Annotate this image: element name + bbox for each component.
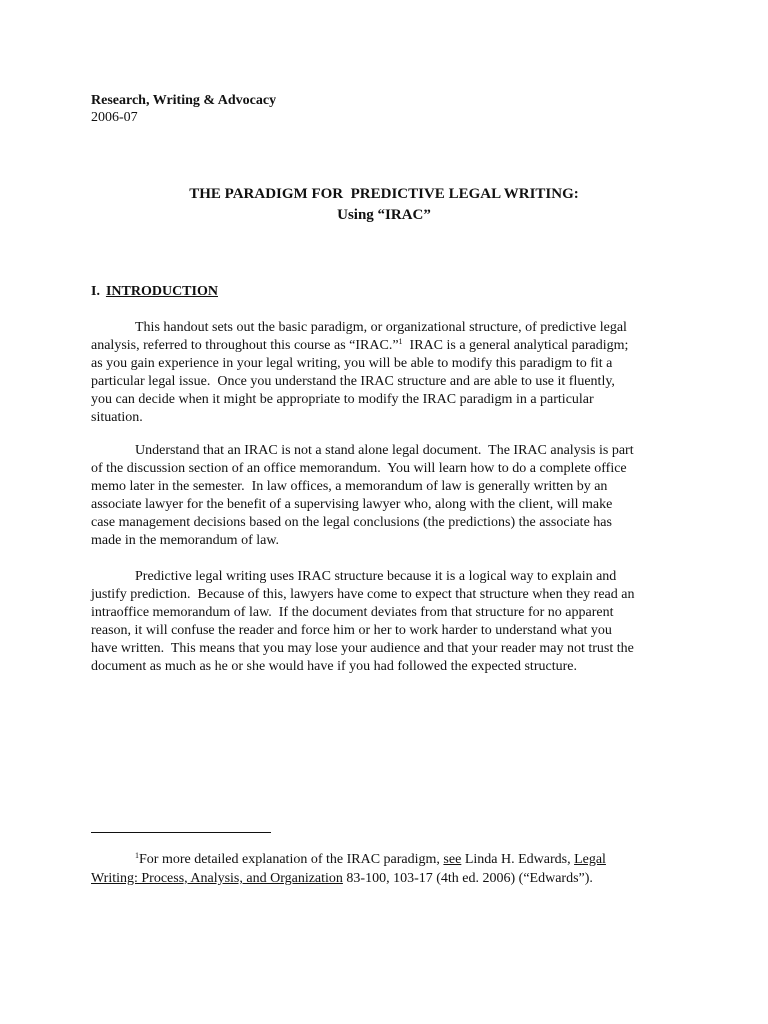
paragraph-line: Predictive legal writing uses IRAC structure because it is a logical way to explain and	[135, 569, 617, 584]
paragraph-line: of the discussion section of an office memorandum. You will learn how to do a complete office	[91, 461, 627, 476]
paragraph-line: memo later in the semester. In law offices, a memorandum of law is generally written by an	[91, 479, 608, 494]
section-label: INTRODUCTION	[105, 284, 218, 299]
footnote-book-title: Legal	[574, 852, 606, 867]
paragraph-3	[91, 568, 683, 676]
paragraph-1	[91, 319, 683, 427]
paragraph-line-text: IRAC is a general analytical paradigm;	[402, 338, 629, 353]
paragraph-line: document as much as he or she would have if you had followed the expected structure.	[91, 659, 577, 674]
footnote-book-title: Writing: Process, Analysis, and Organization	[91, 871, 343, 886]
course-title: Research, Writing & Advocacy	[91, 93, 277, 108]
paragraph-line-text: analysis, referred to throughout this course as “IRAC.”	[91, 338, 399, 353]
footnote-line	[91, 869, 683, 888]
footnote-text: For more detailed explanation of the IRAC paradigm,	[139, 852, 444, 867]
paragraph-line: Understand that an IRAC is not a stand alone legal document. The IRAC analysis is part	[135, 443, 634, 458]
footnote-separator	[91, 832, 271, 833]
footnote-1	[91, 850, 683, 888]
paragraph-line: situation.	[91, 410, 143, 425]
paragraph-line: case management decisions based on the legal conclusions (the predictions) the associate has	[91, 515, 612, 530]
paragraph-line: This handout sets out the basic paradigm, or organizational structure, of predictive legal	[135, 320, 627, 335]
title-line-2: Using “IRAC”	[337, 207, 431, 223]
document-header	[91, 92, 276, 126]
document-title	[0, 184, 768, 226]
paragraph-line	[91, 337, 683, 355]
paragraph-line: you can decide when it might be appropriate to modify the IRAC paradigm in a particular	[91, 392, 594, 407]
footnote-signal-see: see	[443, 852, 462, 867]
academic-year: 2006-07	[91, 110, 138, 125]
paragraph-line: justify prediction. Because of this, lawyers have come to expect that structure when they read an	[91, 587, 635, 602]
section-heading-introduction	[91, 283, 218, 300]
paragraph-line: associate lawyer for the benefit of a supervising lawyer who, along with the client, will make	[91, 497, 613, 512]
footnote-line	[91, 850, 683, 869]
section-number: I.	[91, 284, 100, 299]
footnote-marker: 1	[135, 851, 139, 860]
paragraph-2	[91, 442, 683, 550]
paragraph-line: intraoffice memorandum of law. If the document deviates from that structure for no apparent	[91, 605, 614, 620]
paragraph-line: reason, it will confuse the reader and force him or her to work harder to understand what you	[91, 623, 612, 638]
paragraph-line: made in the memorandum of law.	[91, 533, 280, 548]
paragraph-line: as you gain experience in your legal writing, you will be able to modify this paradigm to fit a	[91, 356, 613, 371]
paragraph-line: particular legal issue. Once you understand the IRAC structure and are able to use it fluently,	[91, 374, 615, 389]
title-line-1: THE PARADIGM FOR PREDICTIVE LEGAL WRITING:	[189, 186, 579, 202]
footnote-text: Linda H. Edwards,	[461, 852, 575, 867]
footnote-reference: 1	[398, 337, 403, 346]
paragraph-line: have written. This means that you may lose your audience and that your reader may not trust the	[91, 641, 634, 656]
footnote-citation: 83-100, 103-17 (4th ed. 2006) (“Edwards”).	[342, 871, 593, 886]
